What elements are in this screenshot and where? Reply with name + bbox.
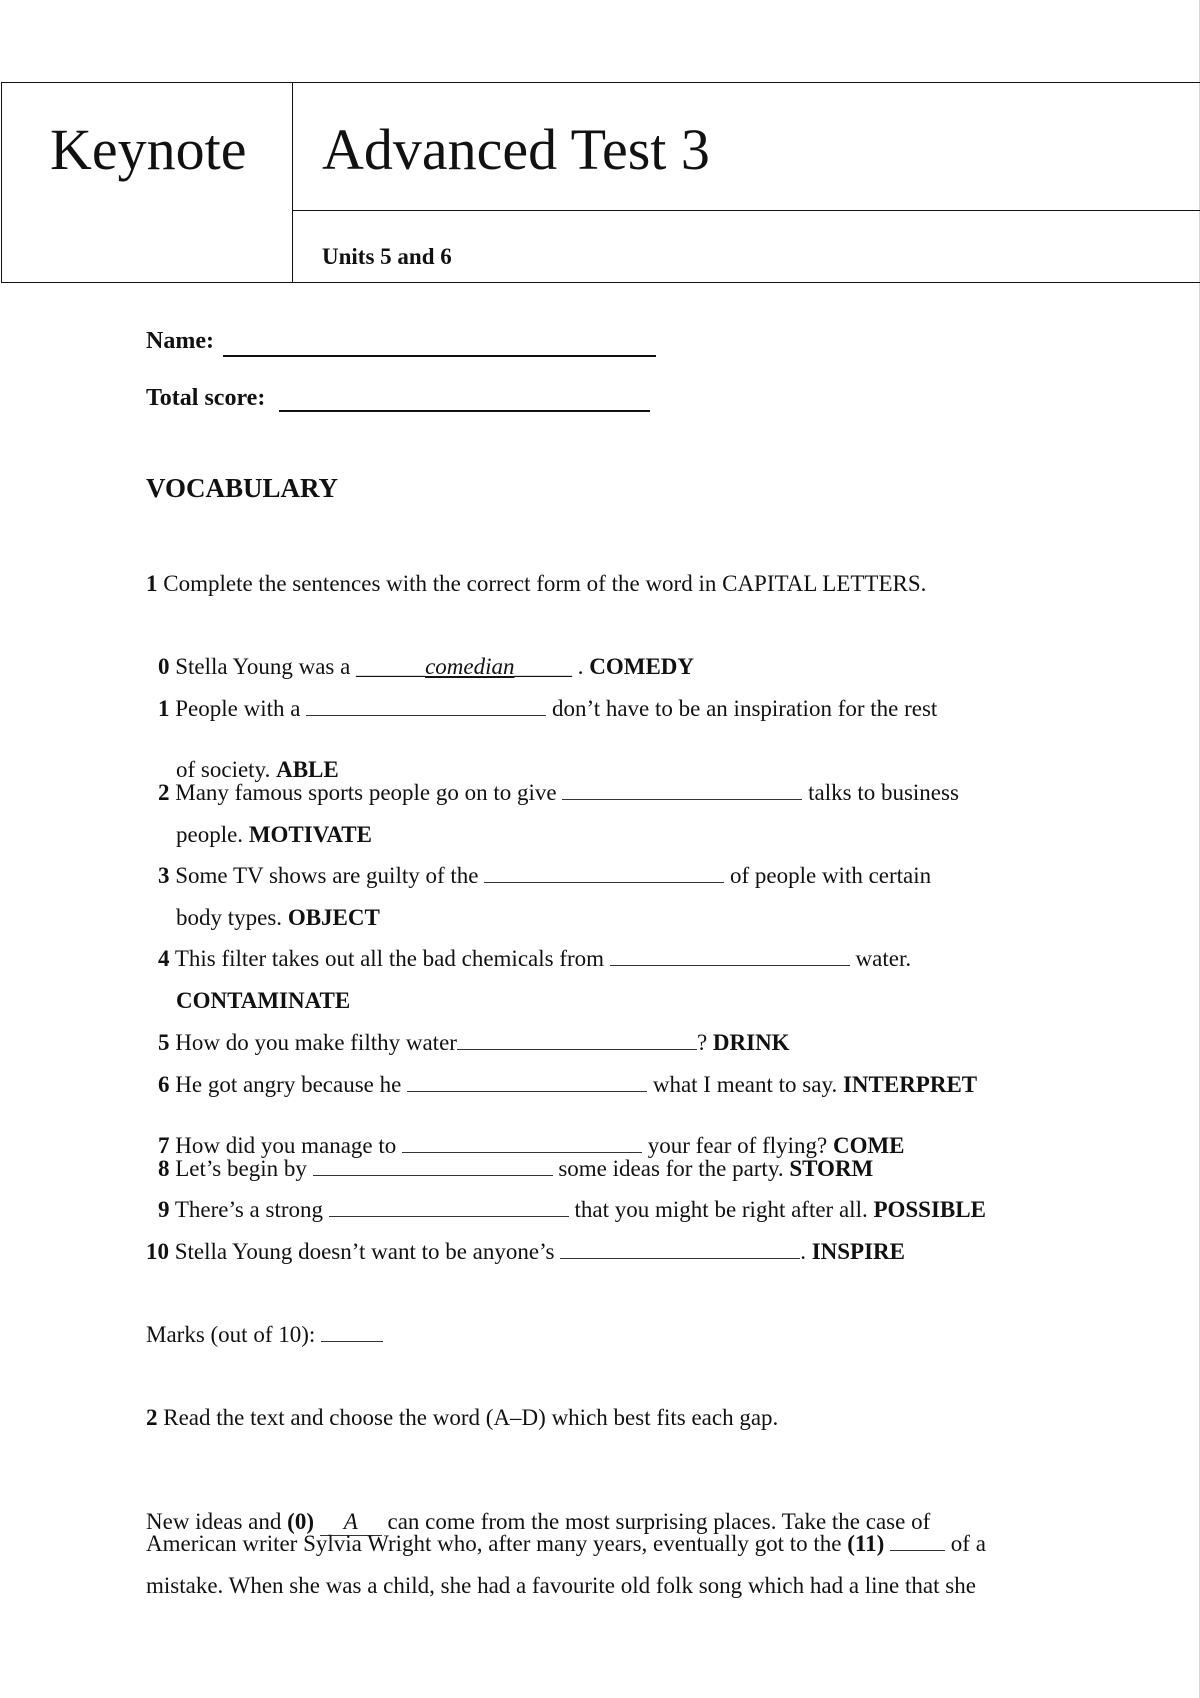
item-text: People with a <box>175 696 301 721</box>
ex1-item-1 <box>158 696 937 722</box>
item-number: 6 <box>158 1072 170 1097</box>
ex1-instruction-text: Complete the sentences with the correct form of the word in CAPITAL LETTERS. <box>163 571 927 596</box>
ex1-item-2 <box>158 780 959 806</box>
answer-blank[interactable] <box>313 1157 553 1176</box>
item-text-after: . <box>800 1239 806 1264</box>
keyword: INTERPRET <box>842 1072 978 1097</box>
subtitle-cell <box>293 211 1200 282</box>
answer-blank[interactable] <box>457 1031 697 1050</box>
item-number: 3 <box>158 863 170 888</box>
keyword: COME <box>832 1133 905 1158</box>
ex1-instruction <box>146 571 926 597</box>
keyword: POSSIBLE <box>873 1197 986 1222</box>
answer-blank[interactable] <box>407 1073 647 1092</box>
keyword: INSPIRE <box>811 1239 906 1264</box>
score-field[interactable] <box>279 410 650 412</box>
item-number: 7 <box>158 1133 170 1158</box>
item-text: This filter takes out all the bad chemicals from <box>174 946 605 971</box>
item-text: Many famous sports people go on to give <box>175 780 557 805</box>
keyword: MOTIVATE <box>248 822 372 847</box>
ex1-marks <box>146 1322 383 1348</box>
item-text-after: water. <box>855 946 912 971</box>
name-field[interactable] <box>223 355 656 357</box>
item-text-cont: of society. <box>176 757 271 782</box>
item-text: Stella Young was a ______ <box>175 654 426 679</box>
item-text: How did you manage to <box>175 1133 397 1158</box>
item-number: 1 <box>158 696 170 721</box>
marks-label: Marks (out of 10): <box>146 1322 316 1347</box>
gap-number: (11) <box>847 1531 885 1556</box>
ex1-item-9 <box>158 1197 986 1223</box>
para-text-after: can come from the most surprising places. Take the case of <box>387 1509 931 1534</box>
ex1-item-10 <box>146 1239 905 1265</box>
ex1-item-0 <box>158 654 694 680</box>
name-label: Name: <box>146 328 214 354</box>
ex1-item-3-cont <box>176 905 380 931</box>
test-title: Advanced Test 3 <box>322 117 710 182</box>
keyword: CONTAMINATE <box>176 988 351 1013</box>
item-text: Stella Young doesn’t want to be anyone’s <box>174 1239 555 1264</box>
keyword: STORM <box>789 1156 874 1181</box>
answer-blank[interactable] <box>402 1134 642 1153</box>
item-text-after: _____ . <box>514 654 584 679</box>
brand-name: Keynote <box>50 117 247 182</box>
title-cell <box>293 83 1200 211</box>
ex1-item-4-cont <box>176 988 350 1014</box>
header-table <box>1 82 1200 283</box>
item-text-after: some ideas for the party. <box>558 1156 784 1181</box>
item-text-after: your fear of flying? <box>647 1133 828 1158</box>
para-text-after: of a <box>950 1531 986 1556</box>
item-text-cont: body types. <box>176 905 283 930</box>
marks-blank[interactable] <box>321 1323 383 1342</box>
ex1-number: 1 <box>146 571 158 596</box>
example-answer: comedian <box>425 654 515 679</box>
item-text-after: of people with certain <box>729 863 932 888</box>
item-number: 5 <box>158 1030 170 1055</box>
ex2-number: 2 <box>146 1405 158 1430</box>
ex2-para-line-2 <box>146 1531 986 1557</box>
item-number: 2 <box>158 780 170 805</box>
para-text: New ideas and <box>146 1509 282 1534</box>
item-text-after: what I meant to say. <box>652 1072 838 1097</box>
brand-cell <box>2 83 293 282</box>
section-title: VOCABULARY <box>146 473 339 503</box>
keyword: COMEDY <box>589 654 695 679</box>
item-number: 0 <box>158 654 170 679</box>
item-text-after: talks to business <box>808 780 959 805</box>
item-number: 4 <box>158 946 170 971</box>
gap-number: (0) <box>287 1509 314 1534</box>
item-text: Let’s begin by <box>175 1156 307 1181</box>
test-units: Units 5 and 6 <box>322 244 452 269</box>
keyword: OBJECT <box>287 905 380 930</box>
item-number: 10 <box>146 1239 169 1264</box>
ex2-instruction-text: Read the text and choose the word (A–D) which best fits each gap. <box>163 1405 779 1430</box>
ex1-item-3 <box>158 863 931 889</box>
example-gap-answer: A <box>320 1509 382 1536</box>
gap-blank[interactable] <box>890 1532 945 1551</box>
answer-blank[interactable] <box>560 1240 800 1259</box>
answer-blank[interactable] <box>562 781 802 800</box>
answer-blank[interactable] <box>610 947 850 966</box>
item-text-cont: people. <box>176 822 244 847</box>
ex2-instruction <box>146 1405 778 1431</box>
answer-blank[interactable] <box>484 864 724 883</box>
ex1-item-5 <box>158 1030 790 1056</box>
para-text: American writer Sylvia Wright who, after many years, eventually got to the <box>146 1531 842 1556</box>
item-text-after: ? <box>696 1030 708 1055</box>
ex2-para-line-3: mistake. When she was a child, she had a favourite old folk song which had a line that she <box>146 1573 976 1598</box>
item-text: He got angry because he <box>175 1072 402 1097</box>
score-label: Total score: <box>146 385 266 411</box>
ex1-item-4 <box>158 946 911 972</box>
answer-blank[interactable] <box>306 697 546 716</box>
item-text: There’s a strong <box>174 1197 324 1222</box>
ex1-item-6 <box>158 1072 977 1098</box>
ex1-item-2-cont <box>176 822 372 848</box>
item-text: How do you make filthy water <box>175 1030 457 1055</box>
item-number: 9 <box>158 1197 170 1222</box>
keyword: ABLE <box>276 757 339 782</box>
answer-blank[interactable] <box>329 1198 569 1217</box>
item-text-after: don’t have to be an inspiration for the rest <box>551 696 938 721</box>
ex1-item-8 <box>158 1156 873 1182</box>
item-text: Some TV shows are guilty of the <box>175 863 479 888</box>
keyword: DRINK <box>712 1030 790 1055</box>
item-number: 8 <box>158 1156 170 1181</box>
item-text-after: that you might be right after all. <box>574 1197 868 1222</box>
